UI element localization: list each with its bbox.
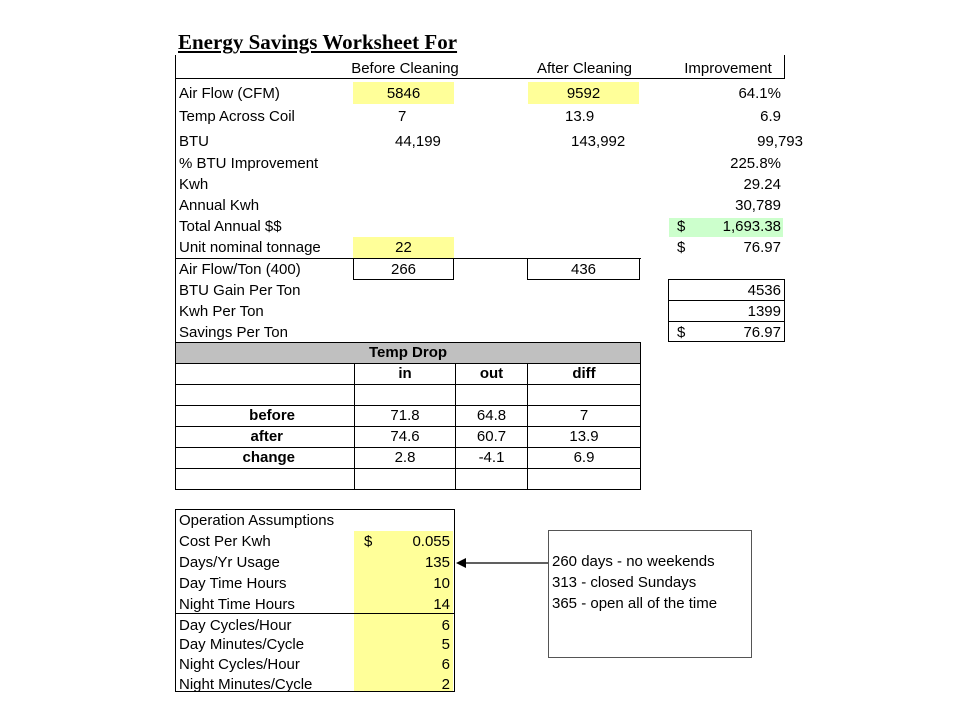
temp-across-after: 13.9 (565, 108, 595, 125)
night-hours-label: Night Time Hours (179, 596, 295, 613)
total-annual-label: Total Annual $$ (179, 218, 282, 235)
btu-before: 44,199 (395, 133, 441, 150)
temp-drop-divider-1 (175, 384, 641, 385)
total-annual-currency: $ (677, 218, 686, 235)
air-flow-before[interactable]: 5846 (386, 85, 421, 102)
note-line-3: 365 - open all of the time (552, 595, 718, 612)
kwh-label: Kwh (179, 176, 209, 193)
annual-kwh-label: Annual Kwh (179, 197, 260, 214)
temp-drop-divider-4 (175, 447, 641, 448)
assumptions-header: Operation Assumptions (179, 512, 335, 529)
note-line-2: 313 - closed Sundays (552, 574, 697, 591)
temp-drop-change-in: 2.8 (394, 449, 416, 466)
savings-ton-value: 76.97 (743, 324, 781, 341)
temp-drop-change-label: change (242, 449, 295, 466)
kwh-ton-label: Kwh Per Ton (179, 303, 264, 320)
day-hours-value[interactable]: 10 (433, 575, 450, 592)
temp-drop-col-in: in (398, 365, 412, 382)
days-yr-value[interactable]: 135 (424, 554, 450, 571)
btu-pct-improvement: 225.8% (730, 155, 781, 172)
day-cycles-value[interactable]: 6 (441, 617, 450, 634)
temp-across-label: Temp Across Coil (179, 108, 295, 125)
tonnage-label: Unit nominal tonnage (179, 239, 321, 256)
air-flow-ton-before: 266 (390, 261, 417, 278)
temp-drop-after-diff: 13.9 (569, 428, 599, 445)
tonnage-before[interactable]: 22 (395, 239, 412, 256)
note-line-1: 260 days - no weekends (552, 553, 715, 570)
day-minutes-value[interactable]: 5 (441, 636, 450, 653)
arrow-left-icon (455, 555, 550, 571)
btu-improvement-value: 99,793 (757, 133, 803, 150)
day-hours-label: Day Time Hours (179, 575, 287, 592)
col-improvement: Improvement (684, 60, 772, 77)
air-flow-ton-label: Air Flow/Ton (400) (179, 261, 301, 278)
temp-drop-divider-2 (175, 405, 641, 406)
temp-drop-divider-3 (175, 426, 641, 427)
night-minutes-value[interactable]: 2 (441, 676, 450, 693)
temp-drop-change-diff: 6.9 (573, 449, 595, 466)
kwh-ton-value: 1399 (747, 303, 781, 320)
air-flow-ton-after: 436 (570, 261, 597, 278)
table-left-border (175, 55, 176, 342)
tonnage-currency: $ (677, 239, 686, 256)
per-ton-divider-1 (668, 300, 785, 301)
cost-kwh-label: Cost Per Kwh (179, 533, 271, 550)
btu-improvement-label: % BTU Improvement (179, 155, 319, 172)
temp-drop-after-in: 74.6 (390, 428, 420, 445)
annual-kwh-improvement: 30,789 (735, 197, 781, 214)
col-before-cleaning: Before Cleaning (351, 60, 459, 77)
night-minutes-label: Night Minutes/Cycle (179, 676, 313, 693)
temp-across-improvement: 6.9 (760, 108, 781, 125)
air-flow-after[interactable]: 9592 (566, 85, 601, 102)
savings-ton-label: Savings Per Ton (179, 324, 288, 341)
btu-gain-ton-label: BTU Gain Per Ton (179, 282, 301, 299)
temp-drop-before-label: before (249, 407, 295, 424)
kwh-improvement: 29.24 (743, 176, 781, 193)
day-minutes-label: Day Minutes/Cycle (179, 636, 305, 653)
savings-ton-currency: $ (677, 324, 686, 341)
usage-note-box (548, 530, 752, 658)
temp-drop-before-in: 71.8 (390, 407, 420, 424)
night-cycles-value[interactable]: 6 (441, 656, 450, 673)
page-title: Energy Savings Worksheet For (178, 30, 458, 54)
temp-drop-col-out: out (479, 365, 504, 382)
btu-gain-ton-value: 4536 (747, 282, 781, 299)
temp-across-before: 7 (398, 108, 407, 125)
day-cycles-label: Day Cycles/Hour (179, 617, 292, 634)
col-after-cleaning: After Cleaning (536, 60, 633, 77)
temp-drop-change-out: -4.1 (478, 449, 505, 466)
temp-drop-after-out: 60.7 (476, 428, 507, 445)
temp-drop-header: Temp Drop (368, 344, 448, 361)
night-hours-value[interactable]: 14 (433, 596, 450, 613)
night-cycles-label: Night Cycles/Hour (179, 656, 300, 673)
temp-drop-col-diff: diff (572, 365, 596, 382)
tonnage-improvement: 76.97 (743, 239, 781, 256)
header-divider (175, 78, 785, 79)
btu-label: BTU (179, 133, 209, 150)
air-flow-label: Air Flow (CFM) (179, 85, 280, 102)
cost-kwh-currency: $ (364, 533, 373, 550)
temp-drop-divider-5 (175, 468, 641, 469)
temp-drop-before-diff: 7 (579, 407, 589, 424)
btu-after: 143,992 (571, 133, 626, 150)
total-annual-value: 1,693.38 (722, 218, 781, 235)
temp-drop-before-out: 64.8 (476, 407, 507, 424)
per-ton-divider-2 (668, 321, 785, 322)
cost-kwh-value[interactable]: 0.055 (412, 533, 450, 550)
temp-drop-after-label: after (250, 428, 283, 445)
days-yr-label: Days/Yr Usage (179, 554, 280, 571)
air-flow-improvement: 64.1% (738, 85, 781, 102)
